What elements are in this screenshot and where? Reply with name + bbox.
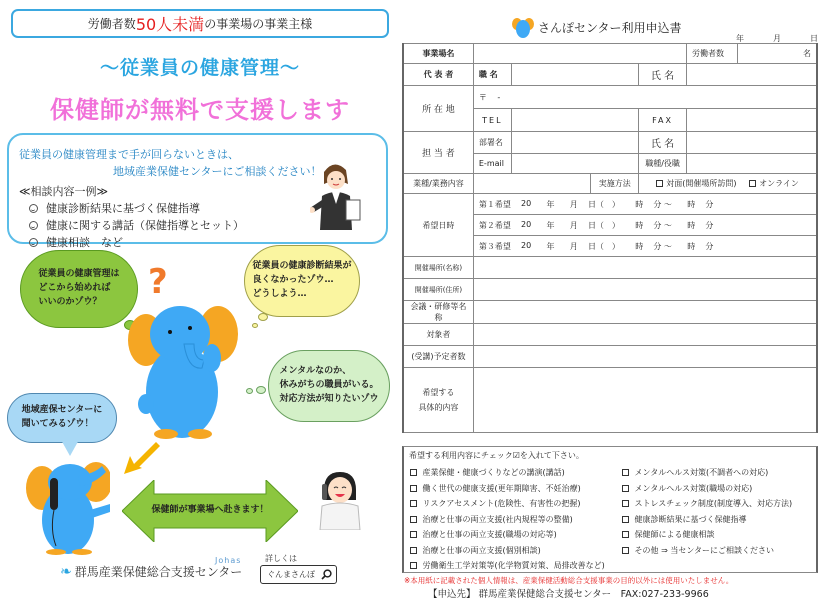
example-text: 健康診断結果に基づく保健指導 bbox=[46, 202, 200, 215]
input-wish-2[interactable] bbox=[473, 215, 817, 236]
label-meeting-name: 会議・研修等名称 bbox=[403, 301, 473, 324]
thought-bubble-mint bbox=[268, 350, 390, 422]
bubble-text: 休みがちの職員がいる。 bbox=[279, 380, 379, 391]
label-job: 職種/役職 bbox=[639, 154, 687, 174]
arrow-down-left-icon bbox=[120, 438, 160, 478]
wish-year: 年 bbox=[546, 199, 555, 209]
label-business: 業種/業務内容 bbox=[403, 174, 473, 194]
org-logo-icon: ❧ bbox=[60, 563, 72, 580]
bubble-text: メンタルなのか、 bbox=[279, 366, 352, 377]
label-details-line: 具体的内容 bbox=[418, 403, 459, 412]
thought-bubble-yellow bbox=[244, 245, 360, 317]
date-month: 月 bbox=[773, 34, 781, 43]
wish-minute-end: 分 bbox=[705, 199, 714, 209]
wish-name: 第１希望 bbox=[478, 199, 511, 209]
banner-post-text: の事業場の事業主様 bbox=[204, 17, 313, 31]
wish-month: 月 bbox=[569, 220, 578, 230]
checklist-label: メンタルヘルス対策(職場の対応) bbox=[634, 483, 753, 493]
privacy-note: ※本用紙に記載された個人情報は、産業保健活動総合支援事業の目的以外には使用いたしません。 bbox=[404, 576, 734, 585]
method-options bbox=[639, 174, 817, 194]
form-title bbox=[512, 16, 682, 38]
input-wish-1[interactable] bbox=[473, 194, 817, 215]
checklist-label: メンタルヘルス対策(不調者への対応) bbox=[634, 468, 769, 478]
bubble-text: 良くなかったゾウ… bbox=[252, 275, 334, 286]
smile-icon bbox=[29, 204, 38, 213]
target-audience-banner bbox=[11, 9, 389, 38]
input-workplace[interactable] bbox=[473, 44, 686, 64]
input-contact-name[interactable] bbox=[687, 132, 817, 154]
label-email: E-mail bbox=[473, 154, 511, 174]
wish-minute-start: 分 ～ bbox=[653, 220, 672, 230]
checkbox-icon bbox=[656, 180, 663, 187]
bubble-tail bbox=[60, 438, 80, 456]
label-fax: FAX bbox=[639, 109, 687, 132]
checkbox-icon bbox=[410, 516, 417, 523]
search-box[interactable] bbox=[260, 565, 337, 584]
row-meeting-name bbox=[403, 301, 817, 324]
wish-day: 日（ ） bbox=[587, 220, 620, 230]
example-text: 健康相談 など bbox=[46, 236, 123, 249]
elephant-mascot-icon bbox=[512, 16, 534, 38]
bubble-text: どうしよう… bbox=[252, 288, 307, 299]
checklist-label: 治療と仕事の両立支援(社内規程等の整備) bbox=[422, 514, 573, 524]
wish-hour-end: 時 bbox=[687, 199, 696, 209]
label-workplace: 事業場名 bbox=[403, 44, 473, 64]
checklist-label: 労働衛生工学対策等(化学物質対策、局排改善など) bbox=[422, 561, 605, 571]
wish-month: 月 bbox=[569, 199, 578, 209]
checkbox-icon bbox=[622, 531, 629, 538]
option-label: 対面(開催場所訪問) bbox=[666, 179, 737, 188]
wish-month: 月 bbox=[569, 241, 578, 251]
wish-year-prefix: 20 bbox=[521, 219, 532, 229]
bubble-text: どこから始めれば bbox=[38, 283, 111, 294]
wish-year-prefix: 20 bbox=[521, 240, 532, 250]
checklist-label: 働く世代の健康支援(更年期障害、不妊治療) bbox=[422, 483, 581, 493]
checklist-section bbox=[402, 446, 818, 573]
checkbox-icon bbox=[410, 547, 417, 554]
search-text: ぐんまさんぽ bbox=[267, 570, 315, 579]
checklist-item[interactable] bbox=[622, 512, 792, 528]
date-day: 日 bbox=[810, 34, 818, 43]
woman-presenter-icon bbox=[310, 160, 362, 230]
input-venue-address[interactable] bbox=[473, 279, 817, 301]
checkbox-icon bbox=[410, 562, 417, 569]
input-attendees[interactable] bbox=[473, 346, 817, 368]
wish-hour-start: 時 bbox=[635, 241, 644, 251]
org-name: 群馬産業保健総合支援センター bbox=[74, 565, 243, 579]
checkbox-icon bbox=[622, 485, 629, 492]
wish-year: 年 bbox=[546, 220, 555, 230]
wish-hour-start: 時 bbox=[635, 199, 644, 209]
input-wish-3[interactable] bbox=[473, 236, 817, 257]
wish-year-prefix: 20 bbox=[521, 198, 532, 208]
arrow-text: 保健師が事業場へ赴きます！ bbox=[151, 505, 269, 515]
form-title-text: さんぽセンター利用申込書 bbox=[538, 20, 682, 35]
label-details bbox=[403, 368, 473, 433]
checkbox-icon bbox=[410, 469, 417, 476]
checkbox-icon bbox=[749, 180, 756, 187]
label-datetime: 希望日時 bbox=[403, 194, 473, 257]
wish-line bbox=[479, 241, 811, 252]
smile-icon bbox=[29, 221, 38, 230]
wish-name: 第３希望 bbox=[478, 241, 511, 251]
input-venue-name[interactable] bbox=[473, 257, 817, 279]
checklist-label: 産業保健・健康づくりなどの講演(講話) bbox=[422, 468, 565, 478]
checklist-right-column bbox=[622, 465, 792, 558]
wish-hour-end: 時 bbox=[687, 241, 696, 251]
banner-highlight: 50人未満 bbox=[135, 15, 205, 34]
smile-icon bbox=[29, 238, 38, 247]
wish-line bbox=[479, 220, 811, 231]
input-email[interactable] bbox=[511, 154, 638, 174]
row-address-postal bbox=[403, 86, 817, 109]
thought-bubble-green bbox=[20, 250, 138, 328]
input-postal-address[interactable]: 〒 - bbox=[473, 86, 817, 109]
input-business[interactable] bbox=[473, 174, 590, 194]
checkbox-icon bbox=[622, 500, 629, 507]
label-details-line: 希望する bbox=[422, 387, 455, 397]
checklist-left-column bbox=[410, 465, 605, 574]
label-address: 所 在 地 bbox=[403, 86, 473, 132]
info-line-1: 従業員の健康管理まで手が回らないときは、 bbox=[19, 148, 239, 161]
label-position: 職 名 bbox=[473, 64, 511, 86]
checklist-item[interactable] bbox=[410, 496, 605, 512]
checklist-label: ストレスチェック制度(制度導入、対応方法) bbox=[634, 499, 793, 509]
input-dept[interactable] bbox=[511, 132, 638, 154]
checkbox-icon bbox=[622, 469, 629, 476]
checklist-item[interactable] bbox=[622, 481, 792, 497]
checkbox-icon bbox=[410, 485, 417, 492]
checkbox-icon bbox=[622, 547, 629, 554]
row-attendees bbox=[403, 346, 817, 368]
bubble-text: 地域産保センターに bbox=[21, 405, 103, 416]
row-representative bbox=[403, 64, 817, 86]
wish-year: 年 bbox=[546, 241, 555, 251]
question-icon: ? bbox=[148, 262, 168, 302]
input-fax[interactable] bbox=[687, 109, 817, 132]
bubble-text: 従業員の健康診断結果が bbox=[252, 261, 352, 272]
label-contact: 担 当 者 bbox=[403, 132, 473, 174]
banner-pre-text: 労働者数 bbox=[87, 17, 136, 31]
nurse-on-phone-icon bbox=[316, 470, 362, 530]
org-logo bbox=[60, 563, 242, 580]
row-business bbox=[403, 174, 817, 194]
johas-brand: Johas bbox=[215, 556, 242, 565]
bubble-dot bbox=[252, 323, 258, 328]
bubble-text: いいのかゾウ？ bbox=[38, 296, 102, 307]
checklist-item[interactable] bbox=[622, 496, 792, 512]
row-workplace bbox=[403, 44, 817, 64]
flyer-headline: 保健師が無料で支援します bbox=[50, 96, 350, 124]
checklist-title: 希望する利用内容にチェック☑を入れて下さい。 bbox=[409, 451, 584, 460]
label-venue-name: 開催場所(名称) bbox=[403, 257, 473, 279]
search-icon bbox=[321, 569, 332, 580]
checklist-item[interactable] bbox=[410, 512, 605, 528]
checkbox-icon bbox=[410, 531, 417, 538]
checklist-item[interactable] bbox=[410, 481, 605, 497]
input-rep-name[interactable] bbox=[687, 64, 817, 86]
input-position[interactable] bbox=[511, 64, 638, 86]
checklist-item[interactable] bbox=[622, 527, 792, 543]
bubble-dot bbox=[258, 313, 268, 321]
checklist-label: 治療と仕事の両立支援(職場の対応等) bbox=[422, 530, 557, 540]
detail-label: 詳しくは bbox=[265, 554, 297, 563]
label-target: 対象者 bbox=[403, 324, 473, 346]
input-details[interactable] bbox=[473, 368, 817, 433]
label-attendees: (受講)予定者数 bbox=[403, 346, 473, 368]
bubble-dot bbox=[246, 388, 253, 394]
wish-line bbox=[479, 199, 811, 210]
wish-day: 日（ ） bbox=[587, 241, 620, 251]
input-meeting-name[interactable] bbox=[473, 301, 817, 324]
wish-name: 第２希望 bbox=[478, 220, 511, 230]
label-venue-address: 開催場所(住所) bbox=[403, 279, 473, 301]
example-text: 健康に関する講話（保健指導とセット） bbox=[46, 219, 244, 232]
flyer-subtitle: ～従業員の健康管理～ bbox=[99, 57, 300, 79]
checklist-label: 保健師による健康相談 bbox=[634, 530, 715, 540]
elephant-on-phone-icon bbox=[20, 460, 110, 555]
row-contact-dept bbox=[403, 132, 817, 154]
row-wish-1 bbox=[403, 194, 817, 215]
label-workers: 労働者数 bbox=[687, 44, 738, 64]
submit-to: 【申込先】 群馬産業保健総合支援センター FAX:027-233-9966 bbox=[428, 589, 709, 600]
checklist-item[interactable] bbox=[410, 543, 605, 559]
wish-minute-start: 分 ～ bbox=[653, 241, 672, 251]
input-tel[interactable] bbox=[511, 109, 638, 132]
row-details bbox=[403, 368, 817, 433]
application-form-table bbox=[402, 43, 818, 433]
checkbox-icon bbox=[410, 500, 417, 507]
examples-title: ≪相談内容一例≫ bbox=[19, 185, 109, 198]
wish-minute-start: 分 ～ bbox=[653, 199, 672, 209]
checklist-item[interactable] bbox=[410, 465, 605, 481]
checklist-label: 健康診断結果に基づく保健指導 bbox=[634, 514, 747, 524]
checklist-item[interactable] bbox=[410, 527, 605, 543]
speech-bubble-blue bbox=[7, 393, 117, 443]
info-line-2: 地域産業保健センターにご相談ください！ bbox=[113, 165, 322, 178]
wish-hour-end: 時 bbox=[687, 220, 696, 230]
checklist-label: 治療と仕事の両立支援(個別相談) bbox=[422, 545, 541, 555]
bubble-text: 対応方法が知りたいゾウ bbox=[279, 393, 379, 404]
label-method: 実施方法 bbox=[591, 174, 639, 194]
label-tel: TEL bbox=[473, 109, 511, 132]
input-workers[interactable]: 名 bbox=[737, 44, 817, 64]
row-venue-address bbox=[403, 279, 817, 301]
elephant-mascot-icon bbox=[128, 300, 246, 440]
bubble-dot bbox=[256, 386, 266, 394]
input-job[interactable] bbox=[687, 154, 817, 174]
date-year: 年 bbox=[736, 34, 744, 43]
row-venue-name bbox=[403, 257, 817, 279]
wish-minute-end: 分 bbox=[705, 220, 714, 230]
row-target bbox=[403, 324, 817, 346]
checklist-label: その他 ⇒ 当センターにご相談ください bbox=[634, 545, 775, 555]
checkbox-icon bbox=[622, 516, 629, 523]
bubble-text: 従業員の健康管理は bbox=[38, 269, 120, 280]
checkbox-online[interactable] bbox=[749, 179, 799, 188]
checklist-item[interactable] bbox=[622, 465, 792, 481]
label-contact-name: 氏 名 bbox=[639, 132, 687, 154]
input-target[interactable] bbox=[473, 324, 817, 346]
label-representative: 代 表 者 bbox=[403, 64, 473, 86]
option-label: オンライン bbox=[759, 179, 799, 188]
label-dept: 部署名 bbox=[473, 132, 511, 154]
wish-hour-start: 時 bbox=[635, 220, 644, 230]
checklist-label: リスクアセスメント(危険性、有害性の把握) bbox=[422, 499, 581, 509]
label-rep-name: 氏 名 bbox=[639, 64, 687, 86]
wish-minute-end: 分 bbox=[705, 241, 714, 251]
checkbox-in-person[interactable] bbox=[656, 179, 736, 188]
checklist-item[interactable] bbox=[622, 543, 792, 559]
wish-day: 日（ ） bbox=[587, 199, 620, 209]
bubble-text: 聞いてみるゾウ！ bbox=[21, 419, 94, 429]
checklist-item[interactable] bbox=[410, 558, 605, 574]
